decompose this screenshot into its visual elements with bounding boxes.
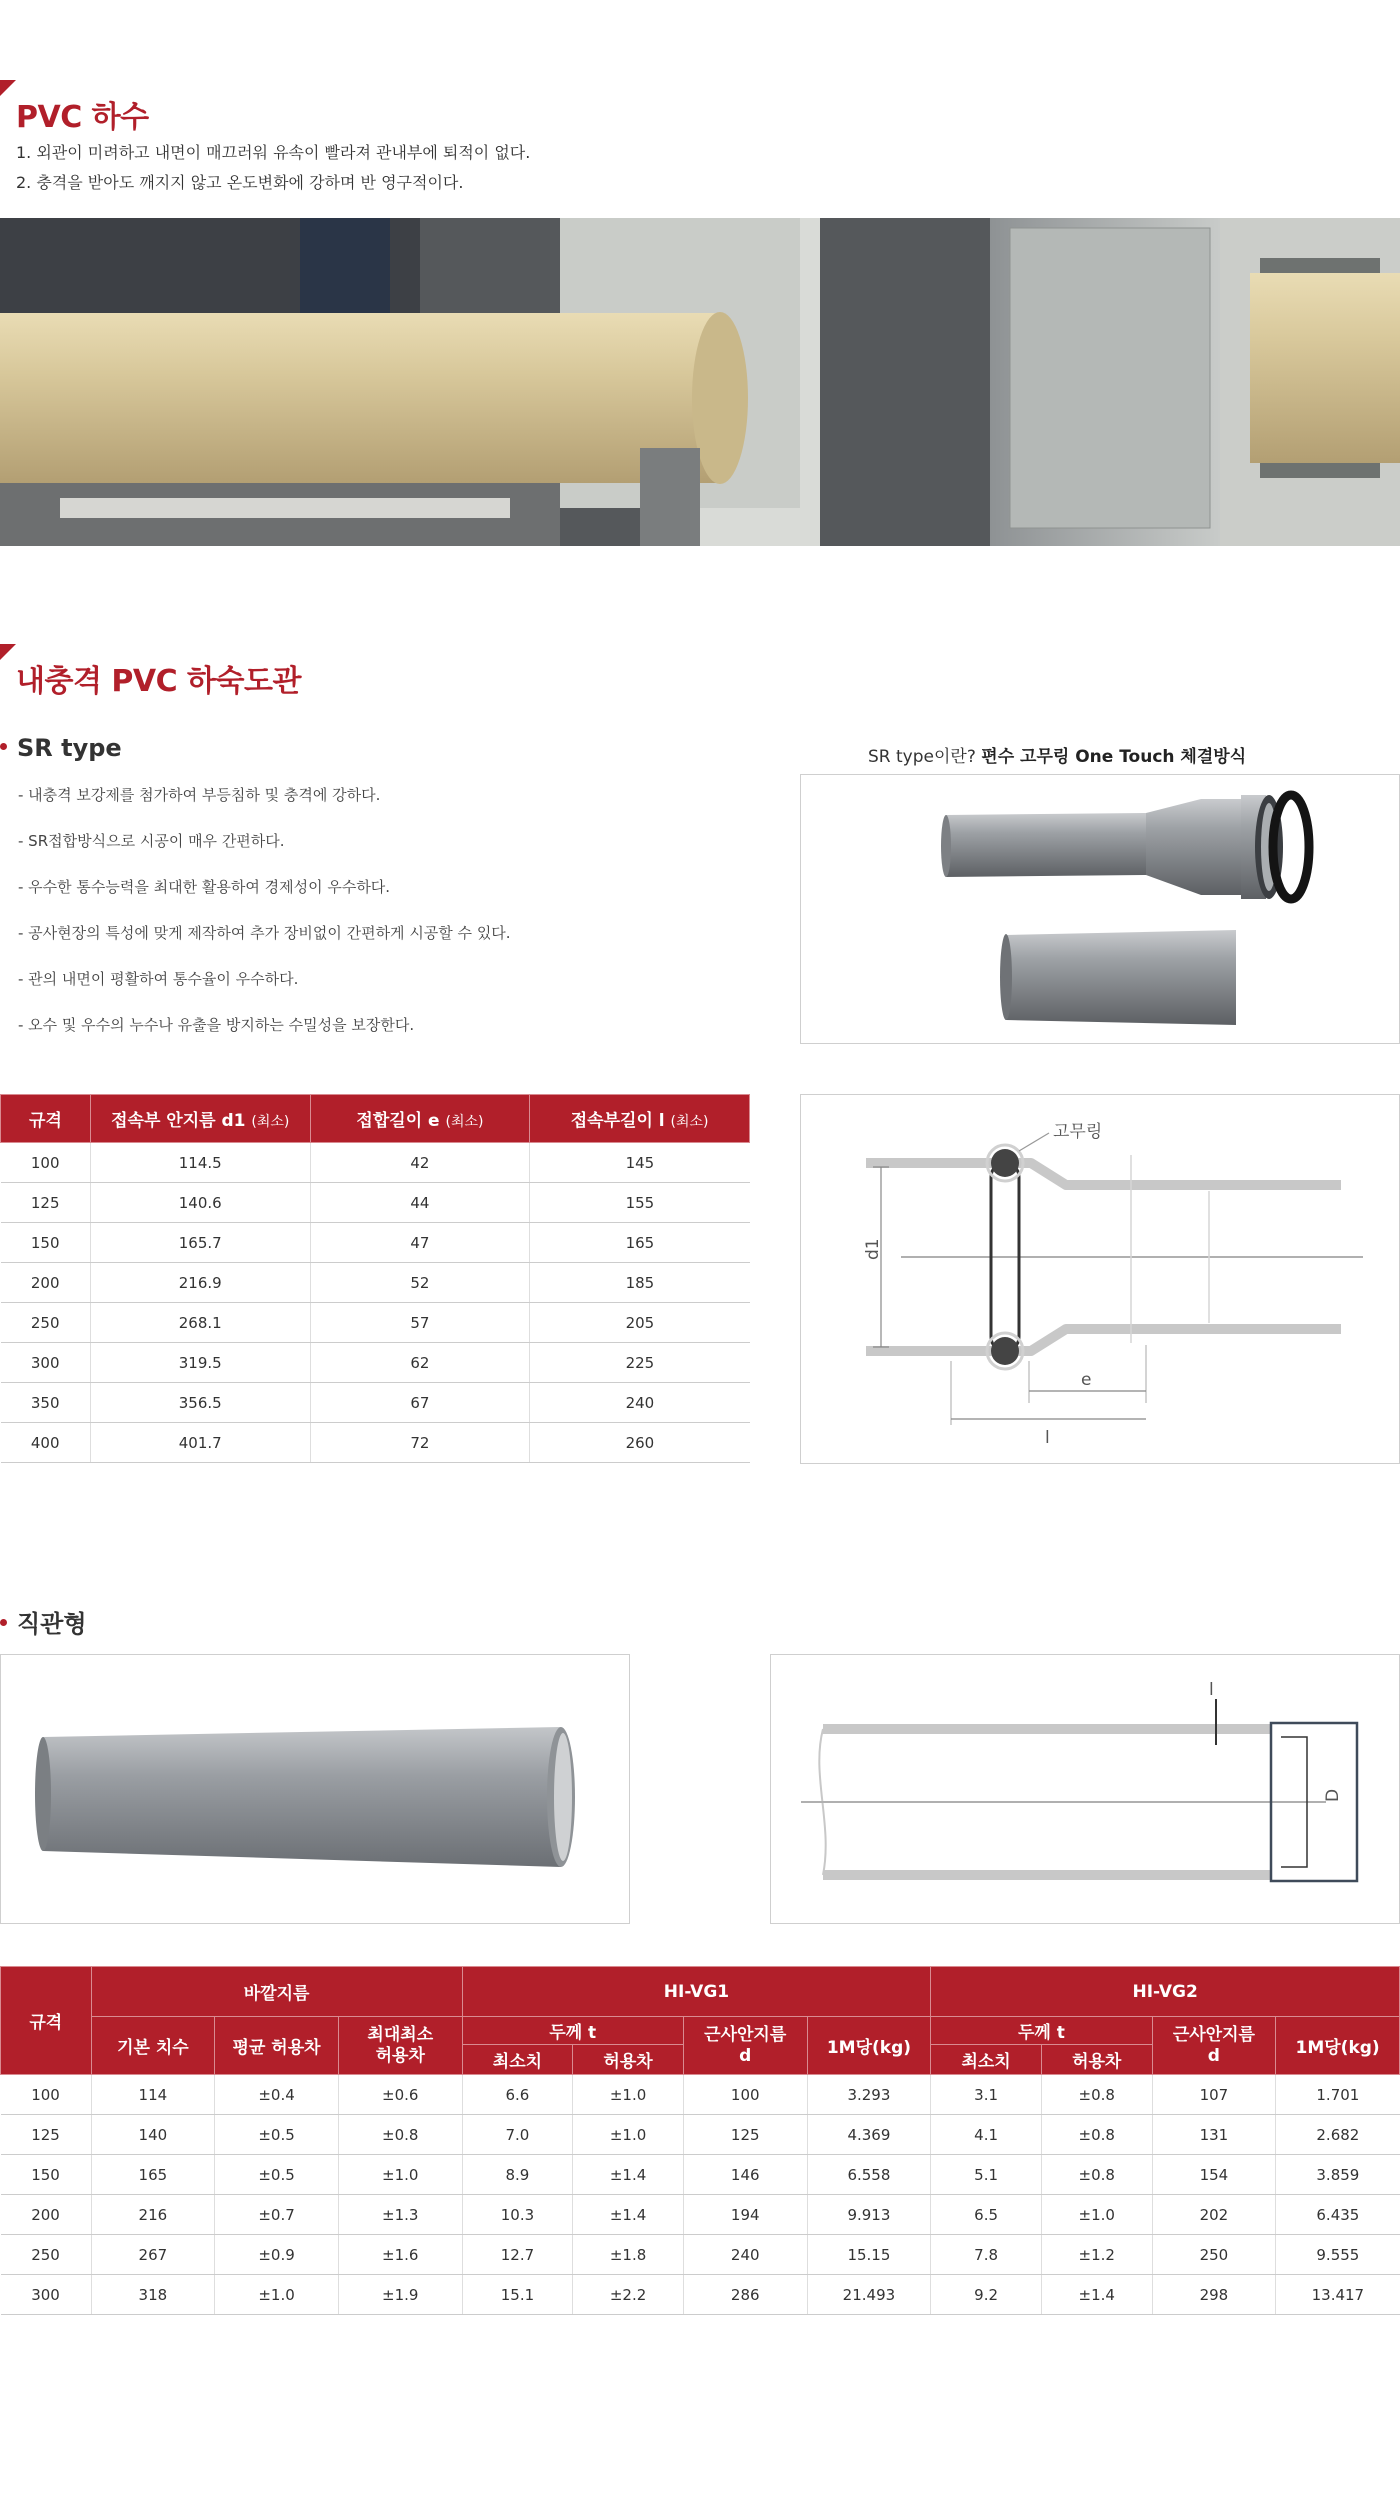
table-row xyxy=(1,1183,750,1223)
table-cell: ±1.4 xyxy=(1041,2275,1152,2315)
table-cell: 250 xyxy=(1,1303,91,1343)
description-line: 1. 외관이 미려하고 내면이 매끄러워 유속이 빨라져 관내부에 퇴적이 없다. xyxy=(16,143,531,162)
table-cell: 1.701 xyxy=(1276,2075,1400,2115)
table-cell: ±0.5 xyxy=(215,2155,339,2195)
table-cell: ±1.8 xyxy=(573,2235,684,2275)
sr-type-label: SR type xyxy=(17,734,122,762)
table-cell: 260 xyxy=(530,1423,750,1463)
table-cell: 47 xyxy=(310,1223,530,1263)
table-cell: ±0.8 xyxy=(338,2115,462,2155)
table-row xyxy=(1,2075,1400,2115)
table-cell: 15.15 xyxy=(807,2235,931,2275)
table-cell: 6.435 xyxy=(1276,2195,1400,2235)
table-row xyxy=(1,2195,1400,2235)
table-cell: 140 xyxy=(91,2115,215,2155)
table-cell: 7.0 xyxy=(462,2115,573,2155)
table-header-cell: 접속부길이 l (최소) xyxy=(530,1095,750,1143)
table-header-cell: 허용차 xyxy=(573,2045,684,2075)
table-row xyxy=(1,1263,750,1303)
table-row xyxy=(1,1423,750,1463)
table-header-cell: 접합길이 e (최소) xyxy=(310,1095,530,1143)
sr-table-body xyxy=(1,1143,750,1463)
table-cell: 125 xyxy=(1,2115,92,2155)
table-cell: 125 xyxy=(1,1183,91,1223)
table-cell: 154 xyxy=(1152,2155,1276,2195)
table-cell: 155 xyxy=(530,1183,750,1223)
table-row xyxy=(1,1223,750,1263)
table-header-cell: 두께 t xyxy=(462,2017,683,2045)
table-cell: ±1.9 xyxy=(338,2275,462,2315)
table-cell: 6.558 xyxy=(807,2155,931,2195)
rubber-ring-label: 고무링 xyxy=(1053,1122,1103,1142)
table-cell: ±0.7 xyxy=(215,2195,339,2235)
table-cell: 200 xyxy=(1,1263,91,1303)
table-cell: ±1.3 xyxy=(338,2195,462,2235)
feature-bullet: - 관의 내면이 평활하여 통수율이 우수하다. xyxy=(18,970,299,988)
table-row xyxy=(1,2155,1400,2195)
factory-pipe-photo xyxy=(0,218,1400,546)
table-row xyxy=(1,2275,1400,2315)
table-cell: 125 xyxy=(683,2115,807,2155)
feature-bullet: - 공사현장의 특성에 맞게 제작하여 추가 장비없이 간편하게 시공할 수 있다. xyxy=(18,924,511,942)
table-cell: 286 xyxy=(683,2275,807,2315)
table-cell: 44 xyxy=(310,1183,530,1223)
table-cell: 267 xyxy=(91,2235,215,2275)
table-cell: ±1.0 xyxy=(338,2155,462,2195)
table-cell: 202 xyxy=(1152,2195,1276,2235)
table-cell: 114 xyxy=(91,2075,215,2115)
sr-joint-diagram xyxy=(801,1095,1400,1464)
table-cell: 401.7 xyxy=(90,1423,310,1463)
table-row xyxy=(1,1343,750,1383)
table-cell: 21.493 xyxy=(807,2275,931,2315)
table-cell: 200 xyxy=(1,2195,92,2235)
sr-type-spec-table xyxy=(0,1094,750,1463)
description-line: 2. 충격을 받아도 깨지지 않고 온도변화에 강하며 반 영구적이다. xyxy=(16,173,464,192)
sr-pipe-illustration xyxy=(801,775,1400,1044)
table-cell: 250 xyxy=(1152,2235,1276,2275)
table-cell: 165.7 xyxy=(90,1223,310,1263)
table-header-cell: 두께 t xyxy=(931,2017,1152,2045)
table-cell: ±0.8 xyxy=(1041,2115,1152,2155)
table-cell: 140.6 xyxy=(90,1183,310,1223)
table-cell: ±0.4 xyxy=(215,2075,339,2115)
subsection-title-straight-pipe xyxy=(0,1604,87,1639)
table-header-cell: 최대최소 허용차 xyxy=(338,2017,462,2075)
table-cell: 240 xyxy=(683,2235,807,2275)
table-cell: 6.6 xyxy=(462,2075,573,2115)
l-label: l xyxy=(1209,1680,1214,1700)
table-header-cell: 허용차 xyxy=(1041,2045,1152,2075)
table-header-cell: HI-VG1 xyxy=(462,1967,931,2017)
caption-bold: 편수 고무링 One Touch 체결방식 xyxy=(981,747,1247,767)
table-header-cell: 규격 xyxy=(1,1095,91,1143)
table-header-cell: HI-VG2 xyxy=(931,1967,1400,2017)
table-header-cell: 바깥지름 xyxy=(91,1967,462,2017)
table-cell: 250 xyxy=(1,2235,92,2275)
table-cell: ±1.4 xyxy=(573,2195,684,2235)
table-cell: ±0.6 xyxy=(338,2075,462,2115)
table-cell: 9.2 xyxy=(931,2275,1042,2315)
section-corner-mark xyxy=(0,80,16,96)
table-row xyxy=(1,1143,750,1183)
table-cell: ±1.4 xyxy=(573,2155,684,2195)
table-cell: 107 xyxy=(1152,2075,1276,2115)
subsection-title-sr-type xyxy=(0,734,122,762)
table-cell: ±1.0 xyxy=(215,2275,339,2315)
table-cell: 131 xyxy=(1152,2115,1276,2155)
table-cell: 300 xyxy=(1,2275,92,2315)
straight-pipe-diagram-box xyxy=(770,1654,1400,1924)
table-cell: 3.859 xyxy=(1276,2155,1400,2195)
table-cell: 67 xyxy=(310,1383,530,1423)
table-cell: 150 xyxy=(1,1223,91,1263)
table-cell: 205 xyxy=(530,1303,750,1343)
table-cell: ±1.0 xyxy=(1041,2195,1152,2235)
D-label: D xyxy=(1323,1788,1343,1802)
table-header-cell: 1M당(kg) xyxy=(1276,2017,1400,2075)
table-row xyxy=(1,2115,1400,2155)
feature-bullet: - 내충격 보강제를 첨가하여 부등침하 및 충격에 강하다. xyxy=(18,786,381,804)
table-header-cell: 기본 치수 xyxy=(91,2017,215,2075)
straight-pipe-diagram xyxy=(771,1655,1400,1924)
table-cell: 268.1 xyxy=(90,1303,310,1343)
table-cell: 52 xyxy=(310,1263,530,1303)
table-cell: ±2.2 xyxy=(573,2275,684,2315)
table-header-cell: 근사안지름 d xyxy=(1152,2017,1276,2075)
table-cell: ±0.5 xyxy=(215,2115,339,2155)
table-header-cell: 평균 허용차 xyxy=(215,2017,339,2075)
table-header-cell: 근사안지름 d xyxy=(683,2017,807,2075)
table-cell: 100 xyxy=(683,2075,807,2115)
straight-pipe-label: 직관형 xyxy=(17,1610,87,1638)
table-cell: 57 xyxy=(310,1303,530,1343)
straight-pipe-spec-table xyxy=(0,1966,1400,2315)
table-cell: 319.5 xyxy=(90,1343,310,1383)
straight-table-body xyxy=(1,2075,1400,2315)
table-cell: 12.7 xyxy=(462,2235,573,2275)
factory-pipe-illustration xyxy=(0,218,1400,546)
section-title-impact-pvc: 내충격 PVC 하숙도관 xyxy=(16,664,301,699)
table-cell: 150 xyxy=(1,2155,92,2195)
table-cell: 318 xyxy=(91,2275,215,2315)
table-header-cell: 최소치 xyxy=(931,2045,1042,2075)
l-label: l xyxy=(1045,1428,1050,1448)
bullet-dot xyxy=(0,1619,7,1626)
table-cell: 146 xyxy=(683,2155,807,2195)
straight-pipe-image-box xyxy=(0,1654,630,1924)
table-cell: 194 xyxy=(683,2195,807,2235)
table-cell: 3.1 xyxy=(931,2075,1042,2115)
table-row xyxy=(1,2235,1400,2275)
table-cell: ±1.6 xyxy=(338,2235,462,2275)
straight-pipe-illustration xyxy=(1,1655,630,1924)
table-cell: 9.913 xyxy=(807,2195,931,2235)
table-cell: 13.417 xyxy=(1276,2275,1400,2315)
table-cell: 165 xyxy=(530,1223,750,1263)
feature-bullet: - 오수 및 우수의 누수나 유출을 방지하는 수밀성을 보장한다. xyxy=(18,1016,415,1034)
caption-prefix: SR type이란? xyxy=(868,747,976,767)
section-corner-mark xyxy=(0,644,16,660)
table-cell: ±0.8 xyxy=(1041,2075,1152,2115)
table-header-cell: 1M당(kg) xyxy=(807,2017,931,2075)
table-cell: 5.1 xyxy=(931,2155,1042,2195)
table-cell: 4.1 xyxy=(931,2115,1042,2155)
table-cell: 114.5 xyxy=(90,1143,310,1183)
section-title-pvc-sewer: PVC 하수 xyxy=(16,100,149,135)
table-cell: 350 xyxy=(1,1383,91,1423)
table-cell: 216 xyxy=(91,2195,215,2235)
table-header-cell: 최소치 xyxy=(462,2045,573,2075)
table-cell: 8.9 xyxy=(462,2155,573,2195)
d1-label: d1 xyxy=(863,1238,883,1260)
table-header-cell: 접속부 안지름 d1 (최소) xyxy=(90,1095,310,1143)
table-cell: 100 xyxy=(1,2075,92,2115)
table-cell: 100 xyxy=(1,1143,91,1183)
table-cell: 2.682 xyxy=(1276,2115,1400,2155)
table-cell: 3.293 xyxy=(807,2075,931,2115)
table-cell: 165 xyxy=(91,2155,215,2195)
table-cell: 42 xyxy=(310,1143,530,1183)
feature-bullet: - SR접합방식으로 시공이 매우 간편하다. xyxy=(18,832,285,850)
table-row xyxy=(1,1303,750,1343)
table-cell: 4.369 xyxy=(807,2115,931,2155)
table-cell: 185 xyxy=(530,1263,750,1303)
sr-joint-diagram-box xyxy=(800,1094,1400,1464)
sr-pipe-image-box xyxy=(800,774,1400,1044)
table-cell: 240 xyxy=(530,1383,750,1423)
feature-bullet: - 우수한 통수능력을 최대한 활용하여 경제성이 우수하다. xyxy=(18,878,391,896)
table-cell: ±1.0 xyxy=(573,2075,684,2115)
table-cell: ±0.8 xyxy=(1041,2155,1152,2195)
bullet-dot xyxy=(0,743,7,750)
table-cell: ±1.2 xyxy=(1041,2235,1152,2275)
table-cell: 356.5 xyxy=(90,1383,310,1423)
table-cell: 62 xyxy=(310,1343,530,1383)
table-row xyxy=(1,1383,750,1423)
table-cell: 216.9 xyxy=(90,1263,310,1303)
table-cell: 6.5 xyxy=(931,2195,1042,2235)
table-cell: 145 xyxy=(530,1143,750,1183)
table-cell: 10.3 xyxy=(462,2195,573,2235)
sr-type-caption xyxy=(868,742,1246,767)
table-cell: 15.1 xyxy=(462,2275,573,2315)
table-cell: 400 xyxy=(1,1423,91,1463)
table-cell: 298 xyxy=(1152,2275,1276,2315)
table-cell: 9.555 xyxy=(1276,2235,1400,2275)
table-cell: ±1.0 xyxy=(573,2115,684,2155)
table-cell: 72 xyxy=(310,1423,530,1463)
table-cell: 225 xyxy=(530,1343,750,1383)
table-header-cell: 규격 xyxy=(1,1967,92,2075)
e-label: e xyxy=(1081,1370,1092,1390)
table-cell: 300 xyxy=(1,1343,91,1383)
table-cell: 7.8 xyxy=(931,2235,1042,2275)
table-cell: ±0.9 xyxy=(215,2235,339,2275)
